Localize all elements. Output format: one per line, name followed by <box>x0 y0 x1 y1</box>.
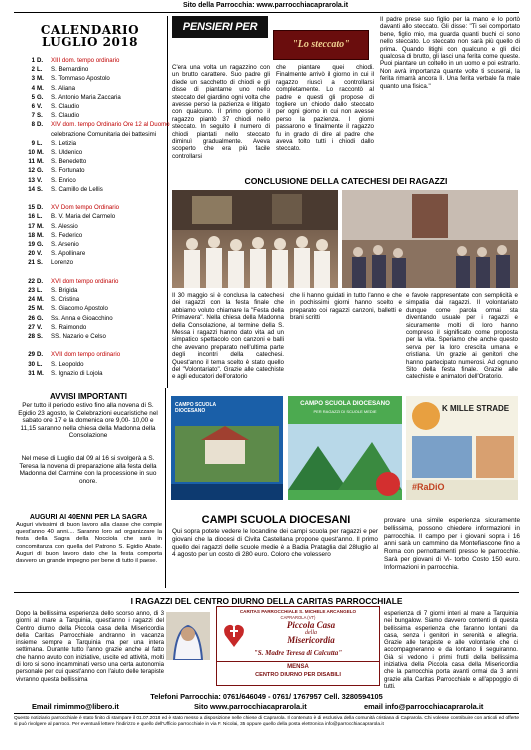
campi-text-left: Qui sopra potete vedere le locandine dei campi scuola per ragazzi e per giovani che la diocesi di Civita Castellana propone quest'anno. Il primo quello dei ragazzi delle scuole medie è a Badia Prataglia dal 28luglio al 4 agosto per un costo di 280 euro. Coloro che volessero <box>172 528 378 559</box>
calendar-weekday: M. <box>37 222 44 230</box>
auguri-title: AUGURI AI 40ENNI PER LA SAGRA <box>14 513 163 522</box>
logo-parish-name: CARITAS PARROCCHIALE S. MICHELE ARCANGELO <box>239 609 357 614</box>
footer-site[interactable]: Sito www.parrocchiacaprarola.it <box>194 702 307 711</box>
conclusione-column-2: che li hanno guidati in tutto l'anno e che in pochissimi giorni hanno scelto e preparato coi ragazzi canzoni, balletti e brani scritti <box>290 292 402 322</box>
calendar-row <box>17 342 165 350</box>
calendar-event: XVI dom tempo ordinario <box>51 277 119 285</box>
caritas-text-right: esperienza di 7 giorni interi al mare a Tarquinia nei bungalow. Siamo davvero contenti di questa bellissima esperienza che faranno lontani da casa, senza i genitori in serenità e allegria. Grazie alle terapiste e alle volontarie che ci accompagneranno e da lontano li seguiranno. Già si vedono i primi frutti della bellissima iniziativa della Piccola casa della Misericordia che la parrocchia porta avanti ormai da 3 anni grazie alla Caritas Parrocchiale e all'appoggio di tutti. <box>384 610 518 690</box>
calendar-weekday: G. <box>37 314 44 322</box>
calendar-weekday: M. <box>37 296 44 304</box>
calendar-weekday: D. <box>37 277 44 285</box>
poster-campo-scuola-medie <box>288 396 402 500</box>
calendar-day: 7 <box>31 112 35 120</box>
calendar-day: 14 <box>28 185 35 193</box>
calendar-row <box>17 204 165 212</box>
calendar-weekday: L. <box>37 213 43 221</box>
calendar-weekday: M. <box>37 369 44 377</box>
catechesi-photo-children <box>172 190 338 288</box>
calendar-row <box>17 351 165 359</box>
calendar-title-line1: CALENDARIO <box>40 23 140 37</box>
poster-3-hashtag: #RaDiO <box>412 482 445 492</box>
calendar-weekday: D. <box>37 121 44 129</box>
calendar-row <box>17 223 165 231</box>
conclusione-column-1: Il 30 maggio si è conclusa la catechesi dei ragazzi con la festa finale che abbiamo voluto chiamare la "Festa della Primavera". Nella chiesa della Madonna della Consolazione, al termine della S. Messa i ragazzi hanno dato vita ad un simpatico spettacolo con canzoni e balli che avevano preparato nell'ultima parte degli incontri della catechesi. Quest'anno il tema scelto è stato quello del "Volontariato". Grazie alle catechiste e agli educatori dell'oratorio <box>172 292 284 381</box>
calendar-day: 10 <box>28 149 35 156</box>
avvisi-title: AVVISI IMPORTANTI <box>49 392 128 401</box>
calendar-day: 21 <box>28 259 35 267</box>
calendar-weekday: G. <box>37 241 44 248</box>
poster-campo-ragazzi <box>171 396 283 500</box>
photo-illustration <box>172 190 338 288</box>
poster-2-title: CAMPO SCUOLA DIOCESANO <box>300 400 390 407</box>
calendar-row <box>17 140 165 148</box>
caritas-title: I RAGAZZI DEL CENTRO DIURNO DELLA CARITAS PARROCCHIALE <box>130 596 403 606</box>
calendar-event: Ss. Anna e Gioacchino <box>51 314 113 322</box>
calendar-event: S. Bernardino <box>51 66 89 74</box>
logo-mensa: MENSA <box>287 664 309 670</box>
calendar-weekday: M. <box>37 149 44 156</box>
footer-divider <box>14 713 519 714</box>
calendar-event: XV Dom tempo Ordinario <box>51 204 120 212</box>
footer-email-2[interactable]: email info@parrocchiacaprarola.it <box>364 702 484 711</box>
calendar-event: B. V. Maria del Carmelo <box>51 213 116 221</box>
footer-email-1[interactable]: Email rimimmo@libero.it <box>32 702 119 711</box>
logo-name-4: "S. Madre Teresa di Calcutta" <box>253 649 343 657</box>
calendar-day: 31 <box>28 369 35 377</box>
calendar-weekday: V. <box>37 323 43 331</box>
calendar-weekday: S. <box>37 259 43 267</box>
calendar-row <box>17 333 165 341</box>
calendar-day: 18 <box>28 231 35 239</box>
auguri-text: Auguri vivissimi di buon lavoro alla classe che compie quest'anno 40 anni.... Saranno loro ad organizzare la festa della Sagra della Nocciola che sarà in concomitanza con quella del Patrono S. Egidio Abate. Auguri di buon lavoro dato che la festa comporta davvero un grande impegno per bene di tutto il paese. <box>16 522 162 565</box>
calendar-row <box>17 167 165 175</box>
calendar-event: S. Letizia <box>51 139 77 147</box>
calendar-event: S. Antonio Maria Zaccaria <box>51 93 121 101</box>
avvisi-text-2: Nel mese di Luglio dal 09 al 16 si svolgerà a S. Teresa la novena di preparazione alla festa della Madonna del Carmine con la processione in suo onore. <box>19 455 157 485</box>
calendar-weekday: D. <box>37 351 44 359</box>
calendar-row <box>17 149 165 157</box>
calendar-row <box>17 213 165 221</box>
calendar-day: 5 <box>31 93 35 101</box>
column-divider <box>165 388 166 588</box>
calendar-event: S. Brigida <box>51 287 78 294</box>
calendar-day: 29 <box>28 351 35 359</box>
calendar-weekday: D. <box>37 57 44 64</box>
calendar-row <box>17 177 165 185</box>
calendar-row <box>17 75 165 83</box>
calendar-event: S. Alessio <box>51 222 78 230</box>
logo-name-2: della <box>305 630 317 636</box>
calendar-day: 22 <box>28 277 35 285</box>
calendar-event: S. Aliana <box>51 84 76 92</box>
calendar-day: 25 <box>28 305 35 313</box>
calendar-day: 2 <box>31 66 35 74</box>
calendar-day: 4 <box>31 84 35 92</box>
logo-centro: CENTRO DIURNO PER DISABILI <box>255 672 341 678</box>
calendar-weekday: V. <box>37 103 43 110</box>
calendar-event: S. Claudio <box>51 103 80 110</box>
story-column-2: che piantare quei chiodi. Finalmente arrivò il giorno in cui il ragazzo riuscì a controllarsi completamente. Lo raccontò al padre e questi gli propose di togliere un chiodo dallo steccato per ogni giorno in cui non avesse perso la pazienza. I giorni passarono e finalmente il ragazzo fu in grado di dire al padre che aveva tolto tutti i chiodi dallo steccato. <box>276 64 374 153</box>
calendar-event: S. Ignazio di Lojola <box>51 369 103 377</box>
calendar-day: 27 <box>28 323 35 331</box>
photo-illustration <box>342 190 518 288</box>
conclusione-title: CONCLUSIONE DELLA CATECHESI DEI RAGAZZI <box>244 176 448 186</box>
catechesi-photo-church <box>342 190 518 288</box>
calendar-row <box>17 94 165 102</box>
calendar-weekday: M. <box>37 231 44 239</box>
story-title-box <box>273 30 369 60</box>
calendar-weekday: S. <box>37 185 43 193</box>
calendar-day: 19 <box>28 241 35 248</box>
top-divider <box>14 12 519 13</box>
calendar-row <box>17 103 165 111</box>
caritas-heart-icon <box>223 621 245 649</box>
calendar-row <box>17 250 165 258</box>
calendar-day: 16 <box>28 213 35 221</box>
story-column-1: C'era una volta un ragazzino con un brutto carattere. Suo padre gli diede un sacchetto di chiodi e gli disse di piantarne uno nello steccato del giardino ogni volta che avesse perso la pazienza e litigato con qualcuno. Il primo giorno il ragazzo piantò 37 chiodi nello steccato. In seguito il numero di chiodi piantati nello steccato diminuì gradualmente. Aveva scoperto che era più facile controllarsi <box>172 64 270 160</box>
poster-1-label: CAMPO SCUOLA DIOCESANO <box>175 402 216 414</box>
avvisi-text-1: Per tutto il periodo estivo fino alla novena di S. Egidio 23 agosto, le Celebrazioni eucaristiche nel sabato ore 17 e la domenica ore 9,00- 10,00 e 11,15 saranno nella chiesa della Madonna della Consolazione <box>18 402 158 440</box>
calendar-weekday: M. <box>37 158 44 166</box>
poster-2-subtitle: PER RAGAZZI DI SCUOLE MEDIE <box>313 409 377 414</box>
logo-name-3: Misericordia <box>287 635 335 645</box>
mother-teresa-picture <box>166 612 210 660</box>
calendar-event: S. Camillo de Lellis <box>51 185 103 193</box>
logo-divider <box>217 661 379 662</box>
calendar-event: S. Benedetto <box>51 158 87 166</box>
calendar-row <box>17 121 170 129</box>
calendar-event: S. Federico <box>51 231 83 239</box>
calendar-day: 15 <box>28 204 35 212</box>
calendar-row <box>17 158 165 166</box>
caritas-logo <box>216 606 380 686</box>
calendar-row <box>17 361 165 369</box>
story-column-3: Il padre prese suo figlio per la mano e lo portò davanti allo steccato. Gli disse: "Ti sei comportato bene, figlio mio, ma guarda quanti buchi ci sono nello steccato. Lo steccato non sarà più quello di prima. Quando litighi con qualcuno e gli dici qualcosa di brutto, gli lasci una ferita come queste. Puoi piantare un coltello in un uomo e poi estrarlo. Non avrà importanza quante volte ti scuserai, la ferita rimarrà ancora lì. Una ferita verbale fa male quanto una fisica." <box>380 16 520 90</box>
calendar-day: 9 <box>31 139 35 147</box>
calendar-day: 23 <box>28 287 35 294</box>
calendar-event: SS. Nazario e Celso <box>51 333 106 340</box>
calendar-row <box>17 324 165 332</box>
calendar-row <box>17 241 165 249</box>
calendar-row <box>17 57 165 65</box>
calendar-event: S. Leopoldo <box>51 360 84 368</box>
pensieri-banner-text: PENSIERI PER ADULTI <box>182 21 258 55</box>
calendar-day: 17 <box>28 222 35 230</box>
calendar-event: XIII dom. tempo ordinario <box>51 57 120 64</box>
calendar-weekday: V. <box>37 250 43 258</box>
campi-title: CAMPI SCUOLA DIOCESANI <box>201 514 351 526</box>
calendar-weekday: M. <box>37 75 44 83</box>
calendar-weekday: D. <box>37 204 44 212</box>
calendar-row <box>17 259 165 267</box>
calendar-row <box>17 278 165 286</box>
calendar-weekday: L. <box>37 139 43 147</box>
portrait-illustration <box>166 612 210 660</box>
calendar-row <box>17 305 165 313</box>
calendar-day: 26 <box>28 314 35 322</box>
calendar-day: 12 <box>28 167 35 175</box>
logo-town: CAPRAROLA (VT) <box>280 615 316 620</box>
calendar-day: 8 <box>31 121 35 129</box>
calendar-weekday: S. <box>37 112 43 120</box>
calendar-event: S. Claudio <box>51 112 80 120</box>
calendar-day: 28 <box>28 333 35 340</box>
caritas-text-left: Dopo la bellissima esperienza dello scorso anno, di 3 giorni al mare a Tarquinia, quest'anno i ragazzi del Centro diurno della Piccola casa della Misericordia della Caritas Parrocchiale andranno in vacanza insieme sempre a Tarquinia ma per una intera settimana. Durante tutto l'anno grazie anche al fatto che hanno avuto con iniziative, uscite ed attività, molti di loro si sono incamminati verso una certa autonomia personale per cui quest'anno con l'aiuto delle terapiste vivranno questa bellissima <box>16 610 164 683</box>
calendar-row <box>17 195 165 203</box>
calendar-event: S. Apollinare <box>51 250 86 258</box>
calendar-event: Lorenzo <box>51 259 74 267</box>
calendar-day: 6 <box>31 103 35 110</box>
campi-text-right: provare una simile esperienza sicuramente bellissima, possono chiedere informazioni in parrocchia. Il campo per i giovani sopra i 16 anni sarà un cammino da Montefiascone fino a Roma con pernottamenti presso le parrocchie. Sarà per giovani di Vi- torbo Costo 150 euro. Informazioni in parrocchia. <box>384 517 520 571</box>
calendar-day: 3 <box>31 75 35 83</box>
poster-3-title: K MILLE STRADE <box>442 404 510 413</box>
calendar-day: 1 <box>31 57 35 64</box>
calendar-event: celebrazione Comunitaria dei battesimi <box>51 130 157 138</box>
column-divider <box>167 16 168 388</box>
calendar-event: S. Cristina <box>51 296 80 304</box>
calendar-weekday: G. <box>37 93 44 101</box>
calendar-row <box>17 232 165 240</box>
calendar-day: 24 <box>28 296 35 304</box>
calendar-row <box>17 66 165 74</box>
calendar-day: 13 <box>28 176 35 184</box>
calendar-row <box>17 85 165 93</box>
calendar-row <box>17 269 165 277</box>
pensieri-banner <box>172 16 268 55</box>
calendar-weekday: L. <box>37 287 43 294</box>
calendar-event: XVII dom tempo ordinario <box>51 351 121 359</box>
calendar-weekday: G. <box>37 167 44 175</box>
logo-name-1: Piccola Casa <box>286 620 336 630</box>
calendar-event: S. Fortunato <box>51 167 85 175</box>
site-header: Sito della Parrocchia: www.parrocchiacaprarola.it <box>182 2 349 9</box>
calendar-row <box>17 186 165 194</box>
calendar-weekday: L. <box>37 66 43 74</box>
calendar-day: 30 <box>28 360 35 368</box>
calendar-event: S. Tommaso Apostolo <box>51 75 110 83</box>
calendar-row <box>17 131 165 139</box>
calendar-title-line2: LUGLIO 2018 <box>41 35 139 49</box>
calendar-day: 20 <box>28 250 35 258</box>
calendar-weekday: M. <box>37 84 44 92</box>
section-divider <box>14 592 519 593</box>
calendar-event: S. Raimondo <box>51 323 87 331</box>
footer-fineprint: Questo notiziario parrocchiale è stato finito di stampare il 01.07.2018 ed è stato messo a disposizione nelle chiese di Caprarola. Il contenuto è di esclusiva della comunità cristiana di Caprarola. Chi volesse contribuire con articoli ed offerte si può rivolgere al parroco. Per eventuali lettere l'indirizzo e quello dell'Ufficio parrocchiale in via F. Nicolai, 35 oppure quello della posta elettronica info@parrocchiacaprarola.it <box>14 716 519 727</box>
calendar-event: XIV dom. tempo Ordinario Ore 12 al Duomo <box>51 121 170 129</box>
conclusione-column-3: e favole rappresentate con semplicità e simpatia dai ragazzi. Il volontariato dunque come parola ormai sta diventando usuale per i ragazzi e sicuramente molti di loro hanno compreso il significato come proposta per la vita. Speriamo che anche questo serva per la loro crescita umana e cristiana. Un grazie ai genitori che hanno partecipato numerosi. Ad ognuno Sito della festa finale. Grazie alle catechiste e animatori dell'Oratorio. <box>406 292 518 381</box>
calendar-event: S. Uldenico <box>51 149 83 156</box>
calendar-event: S. Giacomo Apostolo <box>51 305 108 313</box>
calendar-row <box>17 112 165 120</box>
calendar-weekday: S. <box>37 333 43 340</box>
footer-phones: Telefoni Parrocchia: 0761/646049 - 0761/ 1767957 Cell. 3280594105 <box>150 692 383 701</box>
calendar-event: S. Arsenio <box>51 241 79 248</box>
calendar-row <box>17 315 165 323</box>
calendar-row <box>17 370 165 378</box>
story-title: "Lo steccato" <box>292 39 350 50</box>
calendar-day: 11 <box>28 158 35 166</box>
calendar-row <box>17 287 165 295</box>
calendar-row <box>17 296 165 304</box>
calendar-weekday: M. <box>37 305 44 313</box>
calendar-weekday: L. <box>37 360 43 368</box>
calendar-event: S. Enrico <box>51 176 76 184</box>
poster-mille-strade <box>406 396 518 500</box>
calendar-weekday: V. <box>37 176 43 184</box>
